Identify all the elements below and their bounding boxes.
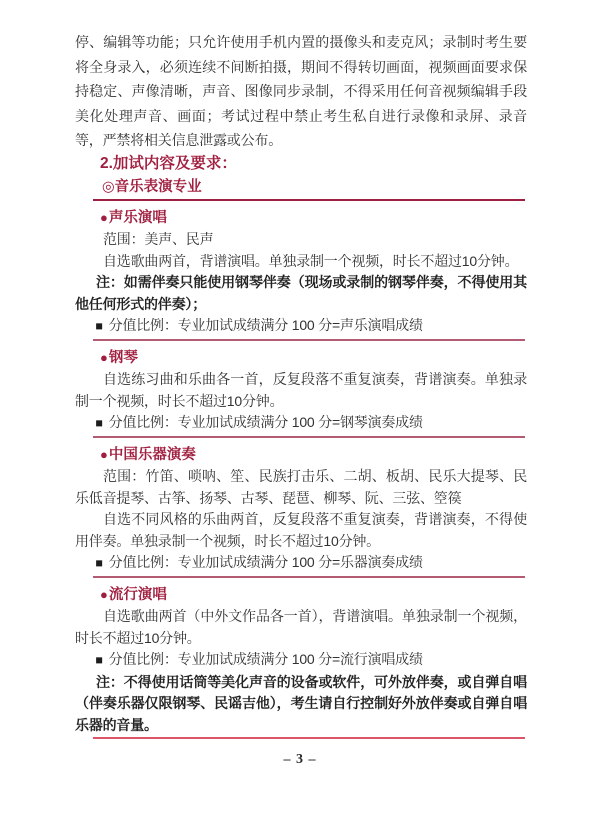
section-divider <box>93 576 525 578</box>
requirement-text: 自选歌曲两首（中外文作品各一首），背谱演唱。单独录制一个视频，时长不超过10分钟。 <box>75 608 527 646</box>
square-bullet-icon: ■ <box>95 416 103 430</box>
range-text: 范围：美声、民声 <box>103 231 214 247</box>
requirement-text: 自选不同风格的乐曲两首，反复段落不重复演奏，背谱演奏，不得使用伴奏。单独录制一个视频，时长不超过10分钟。 <box>75 511 527 549</box>
section-title-text: 声乐演唱 <box>108 209 167 226</box>
circle-bullet-icon: ● <box>100 586 108 602</box>
circle-bullet-icon: ● <box>100 209 108 225</box>
section-divider <box>93 436 525 438</box>
requirement-text: 自选歌曲两首，背谱演唱。单独录制一个视频，时长不超过10分钟。 <box>103 252 519 269</box>
score-line <box>75 315 527 338</box>
score-line <box>75 552 527 575</box>
note-text: 注：如需伴奏只能使用钢琴伴奏（现场或录制的钢琴伴奏，不得使用其他任何形式的伴奏）； <box>75 274 527 312</box>
section-chinese-instruments <box>75 444 527 575</box>
range-text: 范围：竹笛、唢呐、笙、民族打击乐、二胡、板胡、民乐大提琴、民乐低音提琴、古筝、扬琴、古琴、琵琶、柳琴、阮、三弦、箜篌 <box>75 468 527 506</box>
section-pop-singing <box>75 584 527 737</box>
major-heading <box>102 178 527 197</box>
square-bullet-icon: ■ <box>95 319 103 333</box>
section-title <box>100 444 527 467</box>
exam-requirements-heading: 2.加试内容及要求： <box>100 154 237 172</box>
circle-bullet-icon: ● <box>100 446 108 462</box>
intro-paragraph: 停、编辑等功能；只允许使用手机内置的摄像头和麦克风；录制时考生要将全身录入，必须连续不间断拍摄，期间不得转切画面，视频画面要求保持稳定、声像清晰，声音、图像同步录制，不得采用任何音视频编辑手段美化处理声音、画面；考试过程中禁止考生私自进行录像和录屏、录音等，严禁将相关信息泄露或公布。 <box>75 34 527 148</box>
square-bullet-icon: ■ <box>95 556 103 570</box>
double-circle-bullet-icon: ◎ <box>102 178 115 195</box>
score-text: 分值比例：专业加试成绩满分 100 分=声乐演唱成绩 <box>108 317 423 333</box>
section-piano <box>75 347 527 435</box>
score-text: 分值比例：专业加试成绩满分 100 分=钢琴演奏成绩 <box>108 414 423 430</box>
section-title-text: 中国乐器演奏 <box>108 446 196 463</box>
score-line <box>75 649 527 672</box>
bottom-divider <box>93 737 525 739</box>
page-content <box>75 0 527 739</box>
section-title <box>100 584 527 607</box>
section-divider <box>93 339 525 341</box>
major-heading-text: 音乐表演专业 <box>114 178 202 195</box>
score-line <box>75 412 527 435</box>
section-vocal-singing <box>75 207 527 338</box>
requirement-text: 自选练习曲和乐曲各一首，反复段落不重复演奏，背谱演奏。单独录制一个视频，时长不超过10分钟。 <box>75 371 527 409</box>
square-bullet-icon: ■ <box>95 653 103 667</box>
score-text: 分值比例：专业加试成绩满分 100 分=乐器演奏成绩 <box>108 554 423 570</box>
major-divider <box>93 199 525 201</box>
section-title-text: 钢琴 <box>108 349 138 366</box>
section-title-text: 流行演唱 <box>108 586 167 603</box>
circle-bullet-icon: ● <box>100 349 108 365</box>
section-title <box>100 207 527 230</box>
note-text: 注：不得使用话筒等美化声音的设备或软件，可外放伴奏，或自弹自唱（伴奏乐器仅限钢琴、民谣吉他），考生请自行控制好外放伴奏或自弹自唱乐器的音量。 <box>75 673 527 733</box>
score-text: 分值比例：专业加试成绩满分 100 分=流行演唱成绩 <box>108 651 423 667</box>
page-number: – 3 – <box>283 752 317 767</box>
section-title <box>100 347 527 370</box>
